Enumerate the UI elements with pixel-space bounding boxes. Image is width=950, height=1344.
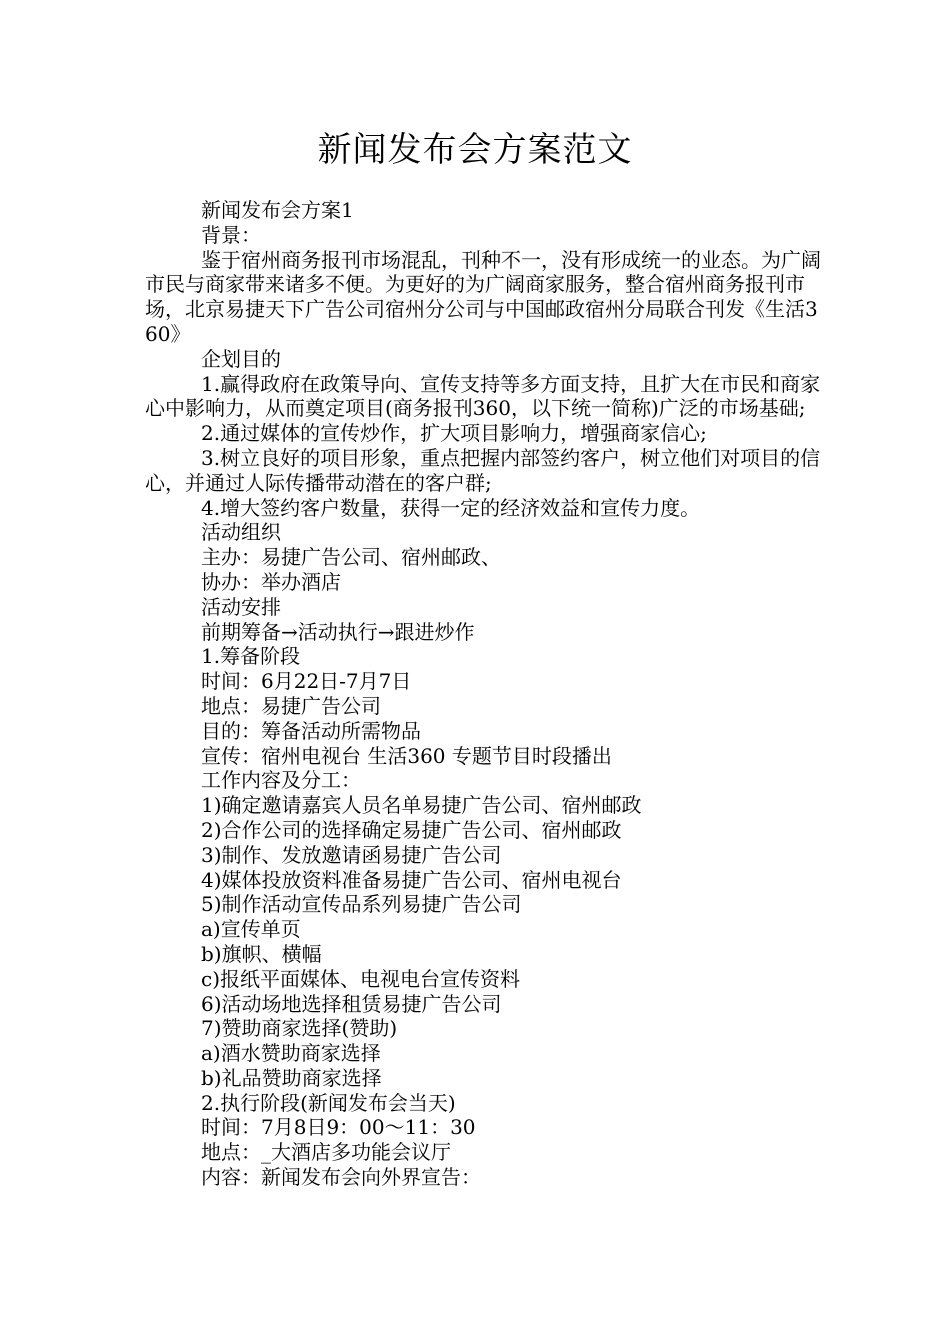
paragraph: 2)合作公司的选择确定易捷广告公司、宿州邮政: [201, 817, 622, 842]
paragraph: 时间：6月22日-7月7日: [201, 669, 412, 694]
paragraph: 活动组织: [201, 520, 281, 545]
paragraph: 1)确定邀请嘉宾人员名单易捷广告公司、宿州邮政: [201, 793, 642, 818]
paragraph: 地点：_大酒店多功能会议厅: [201, 1140, 451, 1165]
paragraph: 主办：易捷广告公司、宿州邮政、: [201, 545, 501, 570]
paragraph: 前期筹备→活动执行→跟进炒作: [201, 619, 475, 644]
paragraph: 6)活动场地选择租赁易捷广告公司: [201, 991, 502, 1016]
paragraph: 宣传：宿州电视台 生活360 专题节目时段播出: [201, 743, 612, 768]
paragraph: 新闻发布会方案1: [201, 198, 354, 222]
paragraph: 3)制作、发放邀请函易捷广告公司: [201, 842, 502, 867]
paragraph: 协办：举办酒店: [201, 569, 341, 594]
paragraph: 1.赢得政府在政策导向、宣传支持等多方面支持，且扩大在市民和商家心中影响力，从而奠定项目(商务报刊360，以下统一简称)广泛的市场基础;: [145, 371, 821, 421]
paragraph: 4.增大签约客户数量，获得一定的经济效益和宣传力度。: [201, 495, 701, 520]
paragraph: a)酒水赞助商家选择: [201, 1041, 381, 1066]
document-title: 新闻发布会方案范文: [317, 130, 633, 170]
paragraph: 2.通过媒体的宣传炒作，扩大项目影响力，增强商家信心;: [201, 421, 707, 446]
paragraph: 地点：易捷广告公司: [201, 693, 381, 718]
document-body: [145, 198, 825, 1190]
paragraph: 时间：7月8日9：00～11：30: [201, 1115, 476, 1140]
paragraph: 背景：: [201, 222, 261, 247]
paragraph: b)旗帜、横幅: [201, 941, 322, 966]
paragraph: 4)媒体投放资料准备易捷广告公司、宿州电视台: [201, 867, 622, 892]
paragraph: 鉴于宿州商务报刊市场混乱，刊种不一，没有形成统一的业态。为广阔市民与商家带来诸多不便。为更好的为广阔商家服务，整合宿州商务报刊市场，北京易捷天下广告公司宿州分公司与中国邮政宿州分局联合刊发《生活360》: [145, 247, 821, 346]
paragraph: 2.执行阶段(新闻发布会当天): [201, 1090, 456, 1115]
paragraph: 1.筹备阶段: [201, 644, 301, 669]
paragraph: 企划目的: [201, 346, 281, 371]
paragraph: 工作内容及分工：: [201, 768, 361, 793]
paragraph: 5)制作活动宣传品系列易捷广告公司: [201, 892, 522, 917]
paragraph: b)礼品赞助商家选择: [201, 1065, 382, 1090]
paragraph: c)报纸平面媒体、电视电台宣传资料: [201, 966, 521, 991]
paragraph: 内容：新闻发布会向外界宣告：: [201, 1165, 481, 1190]
paragraph: 活动安排: [201, 594, 281, 619]
paragraph: 3.树立良好的项目形象，重点把握内部签约客户，树立他们对项目的信心，并通过人际传播带动潜在的客户群;: [145, 445, 821, 495]
paragraph: 目的：筹备活动所需物品: [201, 718, 421, 743]
paragraph: a)宣传单页: [201, 917, 301, 942]
paragraph: 7)赞助商家选择(赞助): [201, 1016, 398, 1041]
